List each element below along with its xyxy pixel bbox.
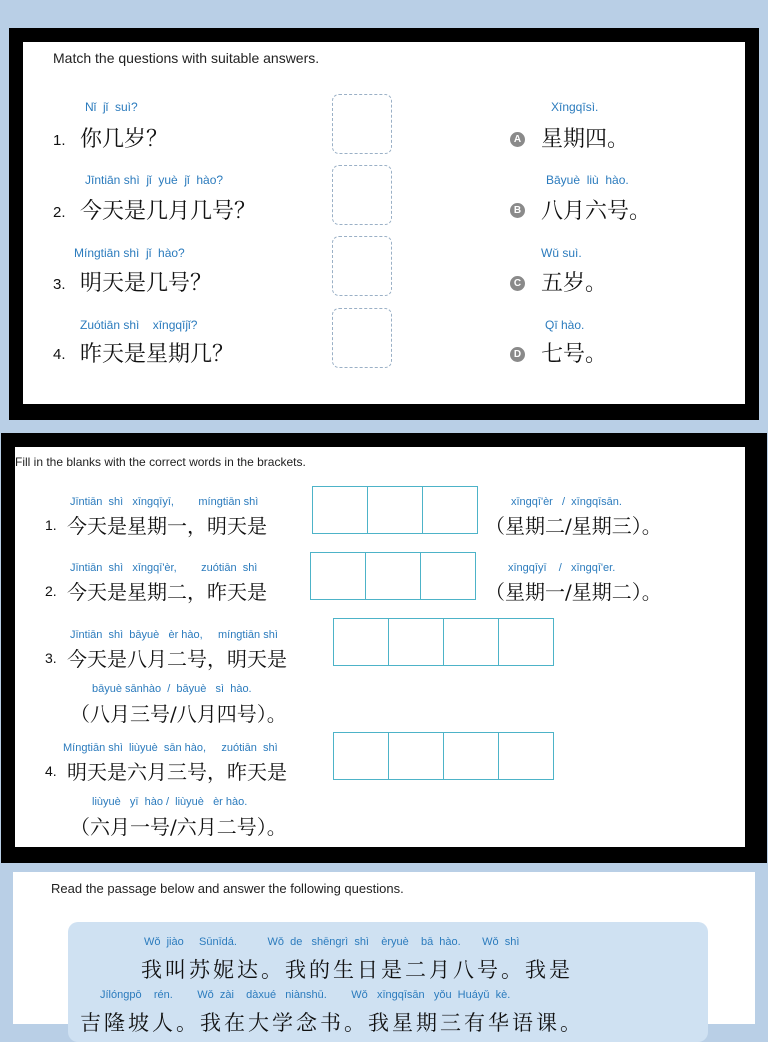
item-4-options: （六月一号/六月二号）。 (70, 815, 287, 839)
item-2-text: 今天是星期二，昨天是 (67, 580, 267, 604)
question-2-text: 今天是几月几号？ (80, 199, 257, 224)
item-4-text: 明天是六月三号，昨天是 (67, 760, 287, 784)
question-3-text: 明天是几号？ (80, 271, 213, 296)
blank-cell[interactable] (389, 619, 444, 665)
question-3-pinyin: Míngtiān shì jǐ hào? (74, 246, 185, 260)
item-2-pinyin: Jīntiān shì xīngqī'èr, zuótiān shì (70, 562, 258, 574)
answer-a-pinyin: Xīngqīsì. (551, 100, 599, 114)
blank-cell[interactable] (334, 733, 389, 779)
answer-c-pinyin: Wǔ suì. (541, 246, 582, 260)
item-3-blank-cells[interactable] (333, 618, 554, 666)
match-exercise-panel (9, 28, 759, 420)
passage-line-2-text: 吉隆坡人。我在大学念书。我星期三有华语课。 (80, 1011, 584, 1035)
item-2-blank-cells[interactable] (310, 552, 476, 600)
passage-line-2-pinyin: Jílóngpō rén. Wǒ zài dàxué niànshū. Wǒ xīngqīsān yǒu Huáyǔ kè. (100, 989, 511, 1001)
item-3-options-pinyin: bāyuè sānhào / bāyuè sì hào. (92, 683, 252, 695)
answer-c-badge: C (510, 276, 525, 291)
fill-blanks-panel (1, 433, 767, 863)
question-4-text: 昨天是星期几？ (80, 342, 235, 367)
fill-blanks-sheet (15, 447, 745, 847)
item-1-text: 今天是星期一，明天是 (67, 514, 267, 538)
item-1-options-pinyin: xīngqī'èr / xīngqīsān. (511, 496, 622, 508)
reading-passage-sheet (13, 872, 755, 1035)
match-instruction: Match the questions with suitable answers. (53, 50, 320, 66)
passage-line-1-pinyin: Wǒ jiào Sūnīdá. Wǒ de shēngrì shì èryuè bā hào. Wǒ shì (144, 936, 520, 948)
item-1-options: （星期二/星期三）。 (485, 514, 662, 538)
item-2-options-pinyin: xīngqīyī / xīngqī'er. (508, 562, 616, 574)
item-4-pinyin: Míngtiān shì liùyuè sān hào, zuótiān shì (63, 742, 278, 754)
answer-box-3[interactable] (332, 236, 392, 296)
item-3-text: 今天是八月二号，明天是 (67, 647, 287, 671)
question-2-pinyin: Jīntiān shì jǐ yuè jǐ hào? (85, 173, 224, 187)
answer-b-badge: B (510, 203, 525, 218)
item-4-number: 4. (45, 763, 57, 779)
blank-cell[interactable] (368, 487, 423, 533)
question-1-pinyin: Nǐ jǐ suì? (85, 100, 138, 114)
passage-line-1-text: 我叫苏妮达。我的生日是二月八号。我是 (141, 958, 573, 982)
question-1-text: 你几岁？ (80, 127, 169, 152)
answer-b-pinyin: Bāyuè liù hào. (546, 173, 629, 187)
answer-box-1[interactable] (332, 94, 392, 154)
blank-cell[interactable] (389, 733, 444, 779)
match-exercise-sheet (23, 42, 745, 404)
item-1-blank-cells[interactable] (312, 486, 478, 534)
item-4-options-pinyin: liùyuè yī hào / liùyuè èr hào. (92, 796, 248, 808)
item-1-number: 1. (45, 517, 57, 533)
blank-cell[interactable] (421, 553, 475, 599)
item-1-pinyin: Jīntiān shì xīngqīyī, míngtiān shì (70, 496, 259, 508)
answer-c-text: 五岁。 (541, 271, 608, 296)
question-2-number: 2. (53, 204, 66, 221)
blank-cell[interactable] (313, 487, 368, 533)
item-4-blank-cells[interactable] (333, 732, 554, 780)
fill-blanks-instruction: Fill in the blanks with the correct words in the brackets. (15, 455, 306, 469)
answer-a-badge: A (510, 132, 525, 147)
answer-b-text: 八月六号。 (541, 199, 652, 224)
blank-cell[interactable] (444, 733, 499, 779)
reading-instruction: Read the passage below and answer the following questions. (51, 881, 404, 896)
item-2-number: 2. (45, 583, 57, 599)
item-2-options: （星期一/星期二）。 (485, 580, 662, 604)
answer-box-4[interactable] (332, 308, 392, 368)
question-4-pinyin: Zuótiān shì xīngqījǐ? (80, 318, 198, 332)
question-3-number: 3. (53, 276, 66, 293)
passage-box (68, 922, 708, 1042)
blank-cell[interactable] (311, 553, 366, 599)
answer-d-pinyin: Qī hào. (545, 318, 585, 332)
blank-cell[interactable] (423, 487, 477, 533)
answer-d-text: 七号。 (541, 342, 608, 367)
blank-cell[interactable] (366, 553, 421, 599)
answer-a-text: 星期四。 (541, 127, 630, 152)
question-4-number: 4. (53, 346, 66, 363)
item-3-options: （八月三号/八月四号）。 (70, 702, 287, 726)
answer-d-badge: D (510, 347, 525, 362)
blank-cell[interactable] (334, 619, 389, 665)
blank-cell[interactable] (444, 619, 499, 665)
answer-box-2[interactable] (332, 165, 392, 225)
blank-cell[interactable] (499, 733, 553, 779)
question-1-number: 1. (53, 132, 66, 149)
blank-cell[interactable] (499, 619, 553, 665)
item-3-number: 3. (45, 650, 57, 666)
item-3-pinyin: Jīntiān shì bāyuè èr hào, míngtiān shì (70, 629, 278, 641)
